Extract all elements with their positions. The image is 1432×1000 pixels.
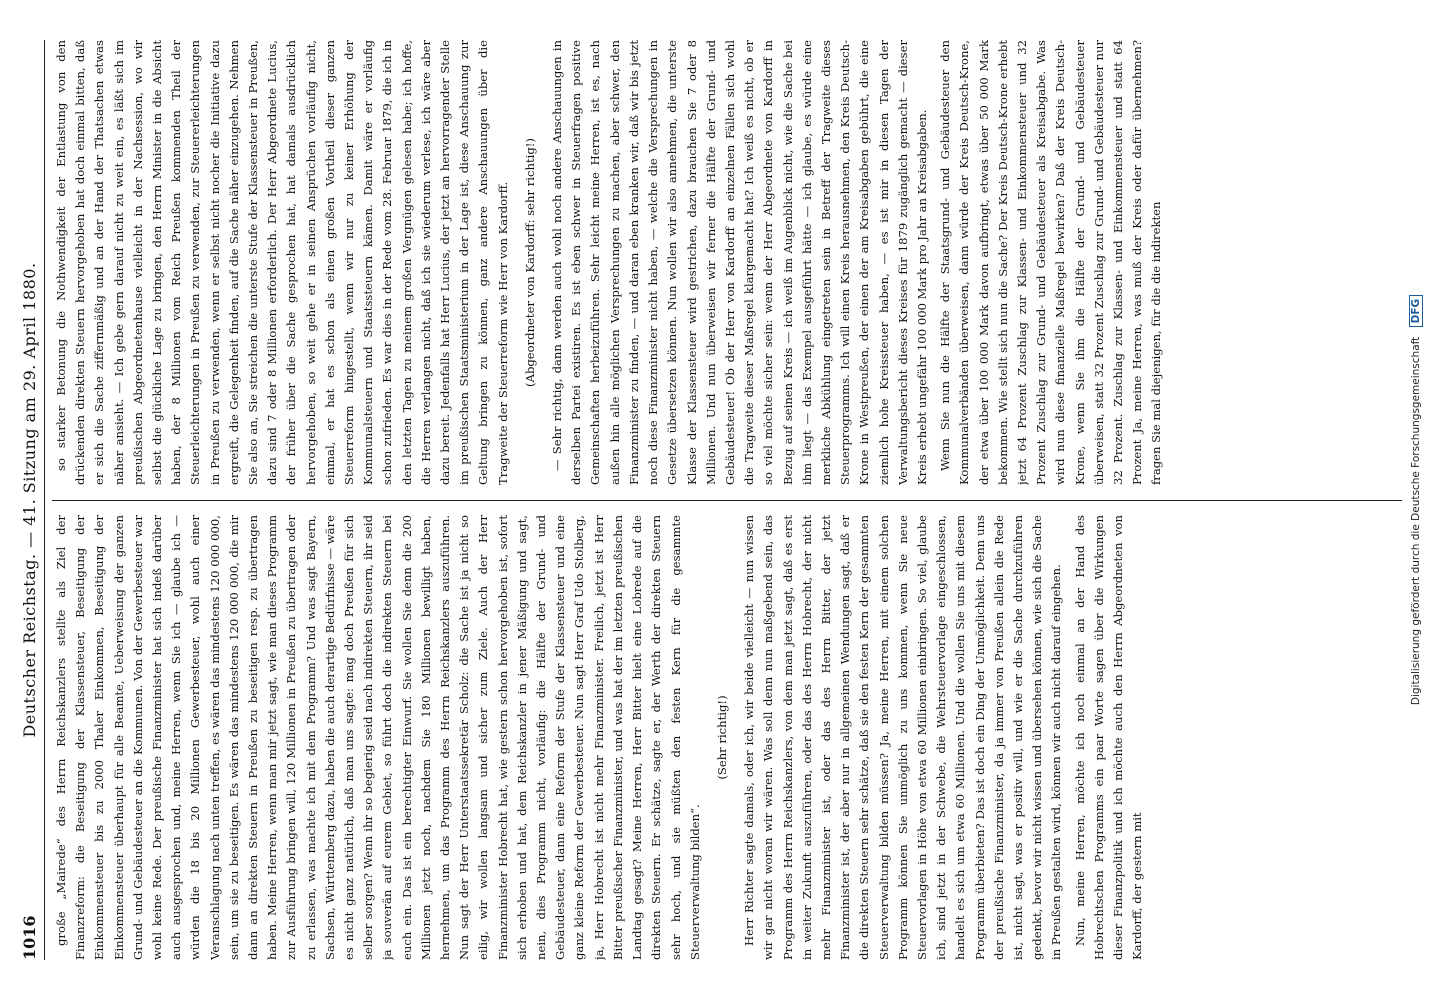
paragraph: große „Mairede“ des Herrn Reichskanzlers stellte als Ziel der Finanzreform: die Beseitigung der Klassensteuer, Beseitigung der Einkommensteuer bis zu 2000 Thaler Einkommen, Beseitigung der Einkommensteuer überhaupt für alle Beamte, Ueberweisung der ganzen Grund- und Gebäudesteuer an die Kommunen. Von der Gewerbesteuer war wohl keine Rede. Der preußische Finanzminister hat sich indeß darüber auch ausgesprochen und, meine Herren, wenn Sie ich — glaube ich — würden die 18 bis 20 Millionen Gewerbesteuer, wohl auch einer Veranschlagung nach unten treffen, es wären das mindestens 120 000 000, sein, um sie zu beseitigen. Es wären das mindestens 120 000 000, die mir dann an direkten Steuern in Preußen zu beseitigen resp. zu übertragen haben. Meine Herren, wenn man mir jetzt sagt, wie man dieses Programm zur Ausführung bringen will, 120 Millionen in Preußen zu übertragen oder zu erlassen, was machte ich mit dem Programm? Und was sagt Bayern, Sachsen, Württemberg dazu, haben die auch derartige Bedürfnisse — wäre es nicht ganz natürlich, daß man uns sagte: mag doch Preußen für sich selber sorgen? Wenn ihr so begierig seid nach indirekten Steuern, ihr seid ja souverän auf eurem Gebiet, so führt doch die indirekten Steuern bei euch ein. Das ist ein berechtigter Einwurf. Sie wollen Sie denn die 200 Millionen jetzt noch, nachdem Sie 180 Millionen bewilligt haben, hernehmen, um das Programm des Herrn Reichskanzlers auszuführen. Nun sagt der Herr Unterstaatssekretär Scholz: die Sache ist ja nicht so eilig, wir wollen langsam und sicher zum Ziele. Auch der Herr Finanzminister Hobrecht hat, wie gestern schon hervorgehoben ist, sofort sich erhoben und hat, dem Reichskanzler in jener Mäßigung und sagt, nein, dies Programm nicht, vorläufig: die Hälfte der Grund- und Gebäudesteuer, dann eine Reform der Stufe der Klassensteuer und eine ganz kleine Reform der Gewerbesteuer. Nun sagt Herr Graf Udo Stolberg, ja, Herr Hobrecht ist nicht mehr Finanzminister. Freilich, jetzt ist Herr Bitter preußischer Finanzminister, und was hat der im letzten preußischen Landtag gesagt? Meine Herren, Herr Bitter hielt eine Lobrede auf die direkten Steuern. Er schätze, sagte er, der Werth der direkten Steuern sehr hoch, und sie müßten den festen Kern für die gesammte Steuerverwaltung bilden“. — [54, 515, 702, 960]
credit-text: Digitalisierung gefördert durch die Deutsche Forschungsgemeinschaft — [1410, 336, 1422, 706]
running-head: Deutscher Reichstag. — 41. Sitzung am 29. April 1880. — [20, 262, 39, 738]
dfg-logo: DFG — [1409, 295, 1423, 328]
paragraph: Nun, meine Herren, möchte ich noch einmal an der Hand des Hobrechtschen Programms ein paar Worte sagen über die Wirkungen dieser Finanzpolitik und ich möchte auch den Herrn Abgeordneten von Kardorff, der gestern mit — [1072, 515, 1145, 960]
page-header — [18, 40, 45, 960]
interjection: (Abgeordneter von Kardorff: sehr richtig!) — [522, 138, 537, 387]
page-number: 1016 — [20, 915, 39, 960]
right-column — [52, 40, 1402, 485]
paragraph: Herr Richter sagte damals, oder ich, wir beide vielleicht — nun wissen wir gar nicht woran wir wären. Was soll denn nun maßgebend sein, das Programm des Herrn Reichskanzlers, von dem man jetzt sagt, daß es erst in weiter Zukunft auszuführen, oder das des Herrn Hobrecht, der nicht mehr Finanzminister ist, oder das des Herrn Bitter, der jetzt Finanzminister ist, der aber nur in allgemeinen Wendungen sagt, daß er die direkten Steuern sehr schätze, daß sie den festen Kern der gesammten Steuerverwaltung bilden müssen? Ja, meine Herren, mit einem solchen Programm können Sie unmöglich zu uns kommen, wenn Sie neue Steuervorlagen in Höhe von etwa 60 Millionen einbringen. So viel, glaube ich, sind jetzt in der Schwebe, die Wehrsteuervorlage eingeschlossen, handelt es sich um etwa 60 Millionen. Und die wollen Sie uns mit diesem Programm überbieten? Das ist doch ein Ding der Unmöglichkeit. Denn uns der preußische Finanzminister, da ja immer von Preußen allein die Rede ist, nicht sagt, was er positiv will, und wie er die Sache durchzuführen gedenkt, bevor wir nicht wissen und übersehen können, wie sich die Sache in Preußen gestalten wird, können wir auch nicht darauf eingehen. — [742, 515, 1064, 960]
paragraph: — Sehr richtig, dann werden auch wohl noch andere Anschauungen in derselben Partei existiren. Es ist eben schwer in Steuerfragen positive Gemeinschaften herbeizuführen. Sehr leicht meine Herren, ist es, nach außen hin alle möglichen Versprechungen zu machen, aber schwer, den Finanzminister zu finden, — und daran eben kranken wir, daß wir bis jetzt noch diese Finanzminister nicht haben, — welche die Versprechungen in Gesetze übersetzen können. Nun wollen wir also annehmen, die unterste Klasse der Klassensteuer wird gestrichen, dazu brauchen Sie 7 oder 8 Millionen. Und nun überweisen wir ferner die Hälfte der Grund- und Gebäudesteuer! Ob der Herr von Kardorff an einzelnen Fällen sich wohl die Tragweite dieser Maßregel klargemacht hat? Ich weiß es nicht, ob er so viel möchte sicher sein: wenn der Herr Abgeordnete von Kardorff in Bezug auf seinen Kreis — ich weiß im Augenblick nicht, wie die Sache bei ihm liegt — das Exempel ausgeführt hätte — ich glaube, es würde eine merkliche Abkühlung eingetreten sein in Betreff der Tragweite dieses Steuerprogramms. Ich will einen Kreis herausnehmen, den Kreis Deutsch-Krone in Westpreußen, der einen der am Kreisabgaben gebührt, die eine ziemlich hohe Kreissteuer haben, — es ist mir in diesen Tagen der Verwaltungsbericht dieses Kreises für 1879 zugänglich gemacht — dieser Kreis erhebt ungefähr 100 000 Mark pro Jahr an Kreisabgaben. — [550, 40, 929, 485]
interjection: (Sehr richtig!) — [714, 695, 729, 780]
column-divider — [52, 500, 1402, 501]
digitization-credit — [1410, 40, 1422, 960]
left-column — [52, 515, 1402, 960]
paragraph: Wenn Sie nun die Hälfte der Staatsgrund- und Gebäudesteuer den Kommunalverbänden überweisen, dann würde der Kreis Deutsch-Krone, der etwa über 100 000 Mark davon aufbringt, etwas über 50 000 Mark bekommen. Wie stellt sich nun die Sache? Der Kreis Deutsch-Krone erhebt jetzt 64 Prozent Zuschlag zur Klassen- und Einkommensteuer und 32 Prozent Zuschlag zur Grund- und Gebäudesteuer als Kreisabgabe. Was wird nun diese finanzielle Maßregel bewirken? Daß der Kreis Deutsch-Krone, wenn Sie ihm die Hälfte der Grund- und Gebäudesteuer überweisen, statt 32 Prozent Zuschlag zur Grund- und Gebäudesteuer nur 32 Prozent. Zuschlag zur Klassen- und Einkommensteuer und statt 64 Prozent Ja, meine Herren, was muß der Kreis oder dafür übernehmen? fragen Sie mal diejenigen, für die die indirekten — [938, 40, 1164, 485]
paragraph: so starker Betonung die Nothwendigkeit der Entlastung von den drückenden direkten Steuern hervorgehoben hat doch einmal bitten, daß er sich die Sache ziffernmäßig und an der Hand der Thatsachen etwas näher ansieht. — Ich gebe gern darauf nicht zu weit ein, es läßt sich im preußischen Abgeordnetenhause vielleicht in der Nachsession, wo wir selbst die glückliche Lage zu bringen, den Herrn Minister in die Absicht haben, der 8 Millionen vom Reich Preußen kommenden Theil der Steuerleichterungen in Preußen zu verwenden, zur Steuererleichterungen in Preußen zu verwenden, wenn er selbst nicht nocher die Initiative dazu ergreift, die Gelegenheit finden, auf die Sache näher einzugehen. Nehmen Sie also an, Sie streichen die unterste Stufe der Klassensteuer in Preußen, dazu sind 7 oder 8 Millionen erforderlich. Der Herr Abgeordnete Lucius, der früher über die Sache gesprochen hat, hat damals ausdrücklich hervorgehoben, so weit gehe er in seinen Ansprüchen vorläufig nicht, einmal, er hat es schon als einen großen Vortheil dieser ganzen Steuerreform hingestellt, wenn wir nur zu keiner Erhöhung der Kommunalsteuern und Staatssteuern kämen. Damit wäre er vorläufig schon zufrieden. Es war dies in der Rede vom 28. Februar 1879, die ich in den letzten Tagen zu meinem großen Vergnügen gelesen habe; ich hoffe, die Herren verlangen nicht, daß ich sie wiederum verlese, ich wäre aber dazu bereit. Jedenfalls hat Herr Lucius, der jetzt an hervorragender Stelle im preußischen Staatsministerium in der Lage ist, diese Anschauung zur Geltung bringen zu können, ganz andere Anschauungen über die Tragweite der Steuerreform wie Herr von Kardorff. — [54, 40, 510, 485]
